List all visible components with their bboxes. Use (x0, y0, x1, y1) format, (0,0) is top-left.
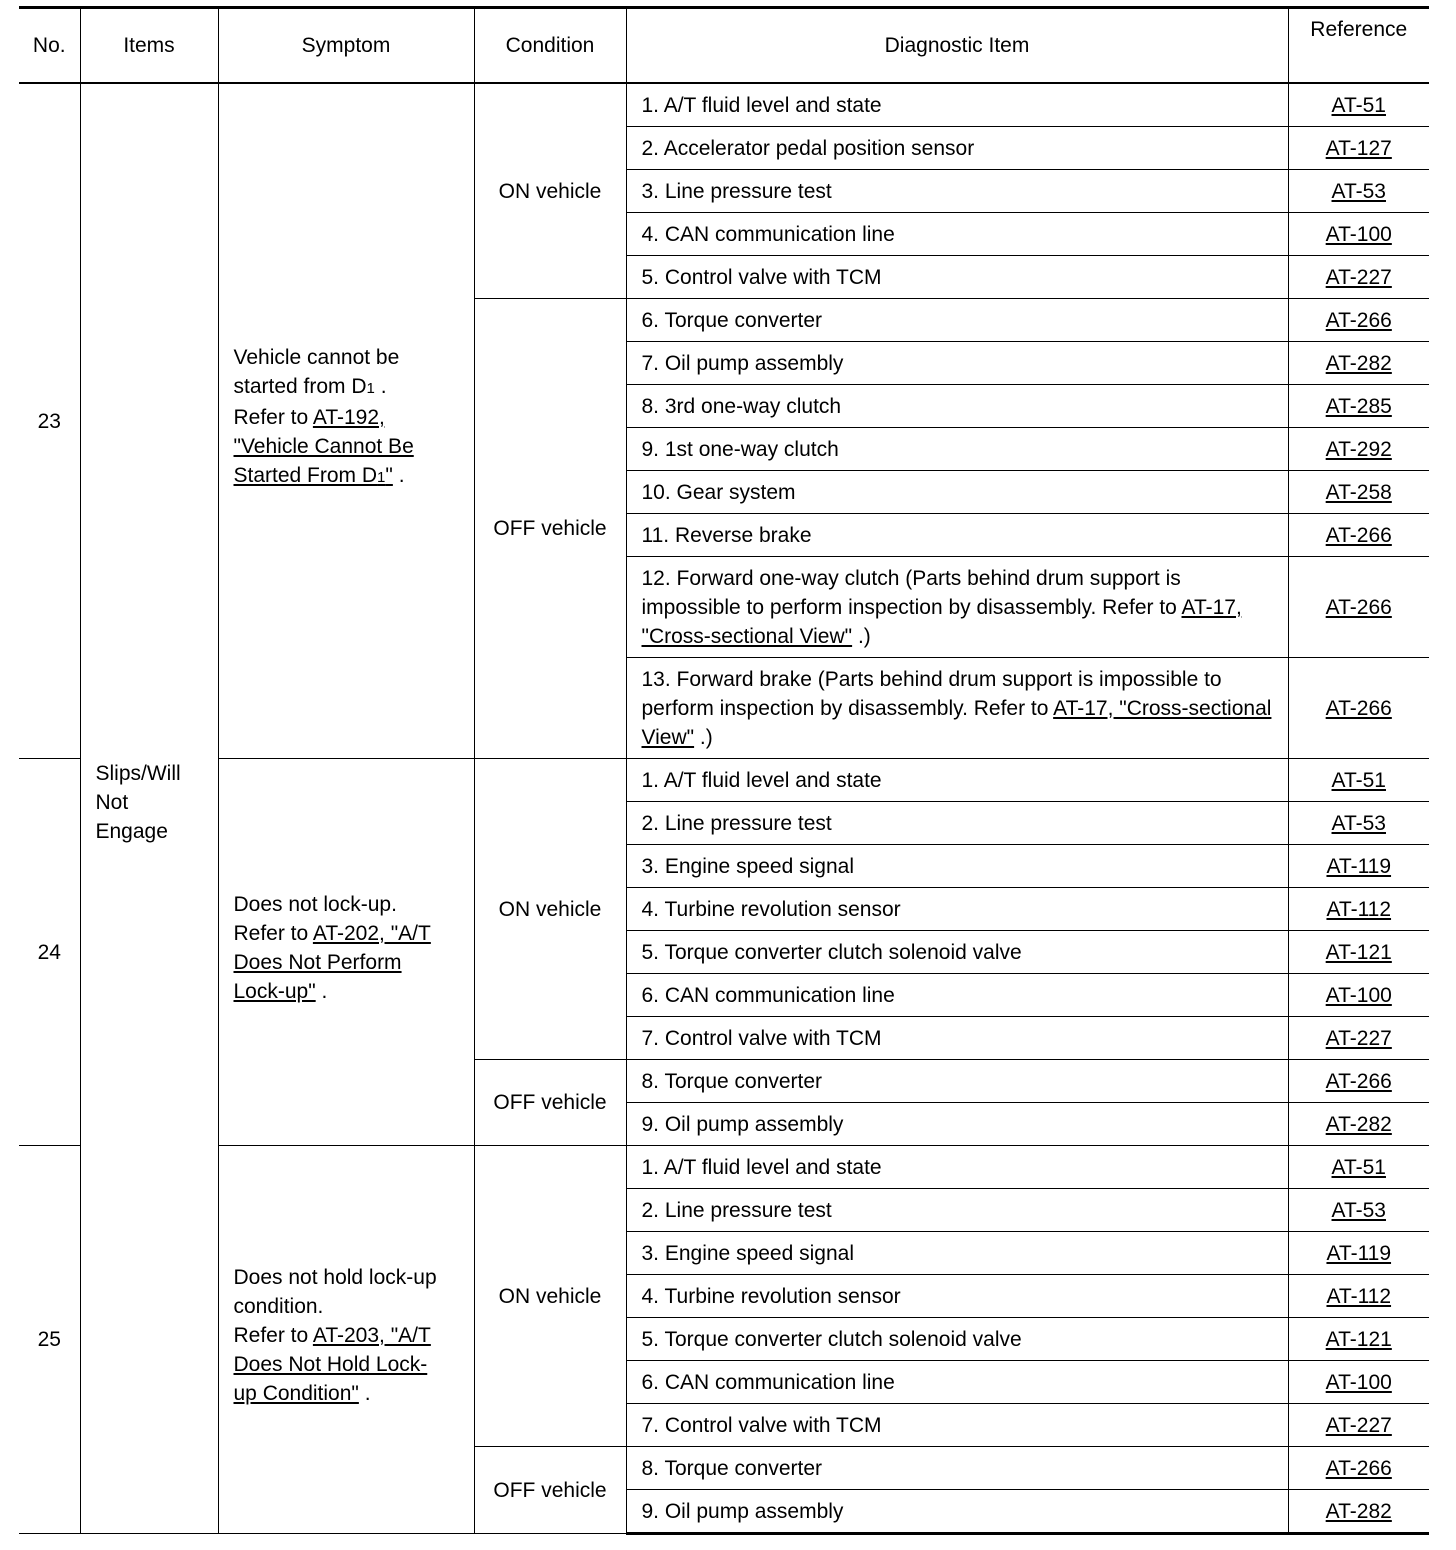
diagnostic-item: 12. Forward one-way clutch (Parts behind drum support is impossible to perform inspection by disassembly. Refer to AT-17, "Cross-sectional View" .) (626, 557, 1288, 658)
row-number: 25 (19, 1146, 80, 1534)
diagnostic-item: 8. 3rd one-way clutch (626, 385, 1288, 428)
diagnostic-item: 5. Control valve with TCM (626, 256, 1288, 299)
diagnostic-item: 1. A/T fluid level and state (626, 83, 1288, 127)
diagnostic-item: 4. Turbine revolution sensor (626, 1275, 1288, 1318)
reference-link[interactable]: AT-53 (1331, 179, 1386, 203)
header-symptom: Symptom (218, 8, 474, 84)
diagnostic-item: 8. Torque converter (626, 1060, 1288, 1103)
reference-link[interactable]: AT-266 (1325, 595, 1392, 619)
symptom-link[interactable]: AT-202, "A/T (312, 922, 431, 945)
diagnostic-item: 2. Line pressure test (626, 1189, 1288, 1232)
reference-link[interactable]: AT-266 (1325, 1456, 1392, 1480)
symptom-link[interactable]: Started From D1" (233, 463, 393, 487)
items-label: Slips/Will (95, 762, 181, 785)
diagnostic-item: 6. CAN communication line (626, 1361, 1288, 1404)
reference-link[interactable]: AT-100 (1325, 222, 1392, 246)
table-row (19, 83, 1429, 127)
reference-link[interactable]: AT-127 (1325, 136, 1392, 160)
symptom-link[interactable]: AT-192, (312, 405, 385, 429)
symptom-refer: Refer to AT-192, (233, 405, 385, 429)
header-reference: Reference (1288, 8, 1429, 84)
reference-link[interactable]: AT-51 (1331, 768, 1386, 792)
diagnostic-item: 3. Engine speed signal (626, 845, 1288, 888)
condition-off: OFF vehicle (474, 1060, 626, 1146)
reference-link[interactable]: AT-51 (1331, 1155, 1386, 1179)
symptom-link[interactable]: "Vehicle Cannot Be (233, 434, 414, 458)
diagnostic-item: 3. Line pressure test (626, 170, 1288, 213)
symptom-text: Does not lock-up. (233, 893, 397, 916)
condition-off: OFF vehicle (474, 1447, 626, 1534)
diagnostic-item: 6. Torque converter (626, 299, 1288, 342)
diagnostic-item: 4. Turbine revolution sensor (626, 888, 1288, 931)
diagnostic-item: 2. Line pressure test (626, 802, 1288, 845)
diagnostic-item: 7. Control valve with TCM (626, 1017, 1288, 1060)
symptom-text: Does not hold lock-up (233, 1266, 437, 1289)
row-number: 23 (19, 83, 80, 759)
symptom-text: Vehicle cannot be (233, 345, 400, 369)
diagnostic-item: 10. Gear system (626, 471, 1288, 514)
diagnostic-item: 1. A/T fluid level and state (626, 759, 1288, 802)
diagnostic-item: 9. Oil pump assembly (626, 1103, 1288, 1146)
condition-on: ON vehicle (474, 1146, 626, 1447)
symptom-link[interactable]: Does Not Perform (233, 951, 402, 974)
reference-link[interactable]: AT-53 (1331, 811, 1386, 835)
condition-on: ON vehicle (474, 83, 626, 299)
reference-link[interactable]: AT-292 (1325, 437, 1392, 461)
diagnostic-item: 5. Torque converter clutch solenoid valve (626, 931, 1288, 974)
condition-off: OFF vehicle (474, 299, 626, 759)
reference-link[interactable]: AT-258 (1325, 480, 1392, 504)
reference-link[interactable]: AT-100 (1325, 983, 1392, 1007)
symptom-text: started from D1 . (233, 374, 387, 398)
diagnostic-item: 3. Engine speed signal (626, 1232, 1288, 1275)
symptom-refer: Refer to AT-202, "A/T (233, 922, 431, 945)
reference-link[interactable]: AT-119 (1326, 854, 1392, 878)
reference-link[interactable]: AT-266 (1325, 1069, 1392, 1093)
symptom-link[interactable]: up Condition" (233, 1382, 359, 1405)
reference-link[interactable]: AT-51 (1331, 93, 1386, 117)
header-diagnostic-item: Diagnostic Item (626, 8, 1288, 84)
header-condition: Condition (474, 8, 626, 84)
reference-link[interactable]: AT-121 (1325, 1327, 1392, 1351)
reference-link[interactable]: AT-112 (1326, 1284, 1392, 1308)
diagnostic-item: 1. A/T fluid level and state (626, 1146, 1288, 1189)
symptom-refer: Refer to AT-203, "A/T (233, 1324, 431, 1347)
inline-link[interactable]: AT-17, "Cross-sectional View" (641, 595, 1242, 648)
header-no: No. (19, 8, 80, 84)
header-items: Items (80, 8, 218, 84)
symptom-cell: Vehicle cannot be started from D1 . Refer to AT-192, "Vehicle Cannot Be Started From D1" . (218, 83, 474, 759)
diagnostic-item: 2. Accelerator pedal position sensor (626, 127, 1288, 170)
reference-link[interactable]: AT-227 (1325, 1026, 1392, 1050)
diagnostic-item: 13. Forward brake (Parts behind drum support is impossible to perform inspection by disassembly. Refer to AT-17, "Cross-sectional View" .) (626, 658, 1288, 759)
reference-link[interactable]: AT-282 (1325, 1499, 1392, 1523)
symptom-link[interactable]: Does Not Hold Lock- (233, 1353, 428, 1376)
reference-link[interactable]: AT-227 (1325, 265, 1392, 289)
reference-link[interactable]: AT-266 (1325, 308, 1392, 332)
reference-link[interactable]: AT-121 (1325, 940, 1392, 964)
symptom-link[interactable]: AT-203, "A/T (312, 1324, 431, 1347)
row-number: 24 (19, 759, 80, 1146)
reference-link[interactable]: AT-282 (1325, 351, 1392, 375)
reference-link[interactable]: AT-227 (1325, 1413, 1392, 1437)
diagnostic-item: 8. Torque converter (626, 1447, 1288, 1490)
diagnostic-item: 4. CAN communication line (626, 213, 1288, 256)
diagnostic-item: 9. 1st one-way clutch (626, 428, 1288, 471)
symptom-link[interactable]: Lock-up" (233, 980, 316, 1003)
header-row (19, 8, 1429, 84)
diagnostic-item: 7. Oil pump assembly (626, 342, 1288, 385)
table-row (19, 1146, 1429, 1189)
condition-on: ON vehicle (474, 759, 626, 1060)
diagnostic-item: 7. Control valve with TCM (626, 1404, 1288, 1447)
symptom-cell: Does not hold lock-up condition. Refer to AT-203, "A/T Does Not Hold Lock- up Condition" . (218, 1146, 474, 1534)
reference-link[interactable]: AT-266 (1325, 523, 1392, 547)
reference-link[interactable]: AT-266 (1325, 696, 1392, 720)
items-label: Engage (95, 820, 168, 843)
items-label: Not (95, 791, 129, 814)
symptom-text: condition. (233, 1295, 324, 1318)
diagnostic-table (19, 6, 1429, 1535)
reference-link[interactable]: AT-53 (1331, 1198, 1386, 1222)
reference-link[interactable]: AT-285 (1325, 394, 1392, 418)
reference-link[interactable]: AT-119 (1326, 1241, 1392, 1265)
diagnostic-item: 9. Oil pump assembly (626, 1490, 1288, 1534)
items-cell (80, 83, 218, 1534)
diagnostic-item: 5. Torque converter clutch solenoid valve (626, 1318, 1288, 1361)
table-row (19, 759, 1429, 802)
inline-link[interactable]: AT-17, "Cross-sectional View" (641, 696, 1272, 749)
diagnostic-item: 6. CAN communication line (626, 974, 1288, 1017)
reference-link[interactable]: AT-100 (1325, 1370, 1392, 1394)
reference-link[interactable]: AT-112 (1326, 897, 1392, 921)
reference-link[interactable]: AT-282 (1325, 1112, 1392, 1136)
diagnostic-item: 11. Reverse brake (626, 514, 1288, 557)
symptom-cell: Does not lock-up. Refer to AT-202, "A/T Does Not Perform Lock-up" . (218, 759, 474, 1146)
